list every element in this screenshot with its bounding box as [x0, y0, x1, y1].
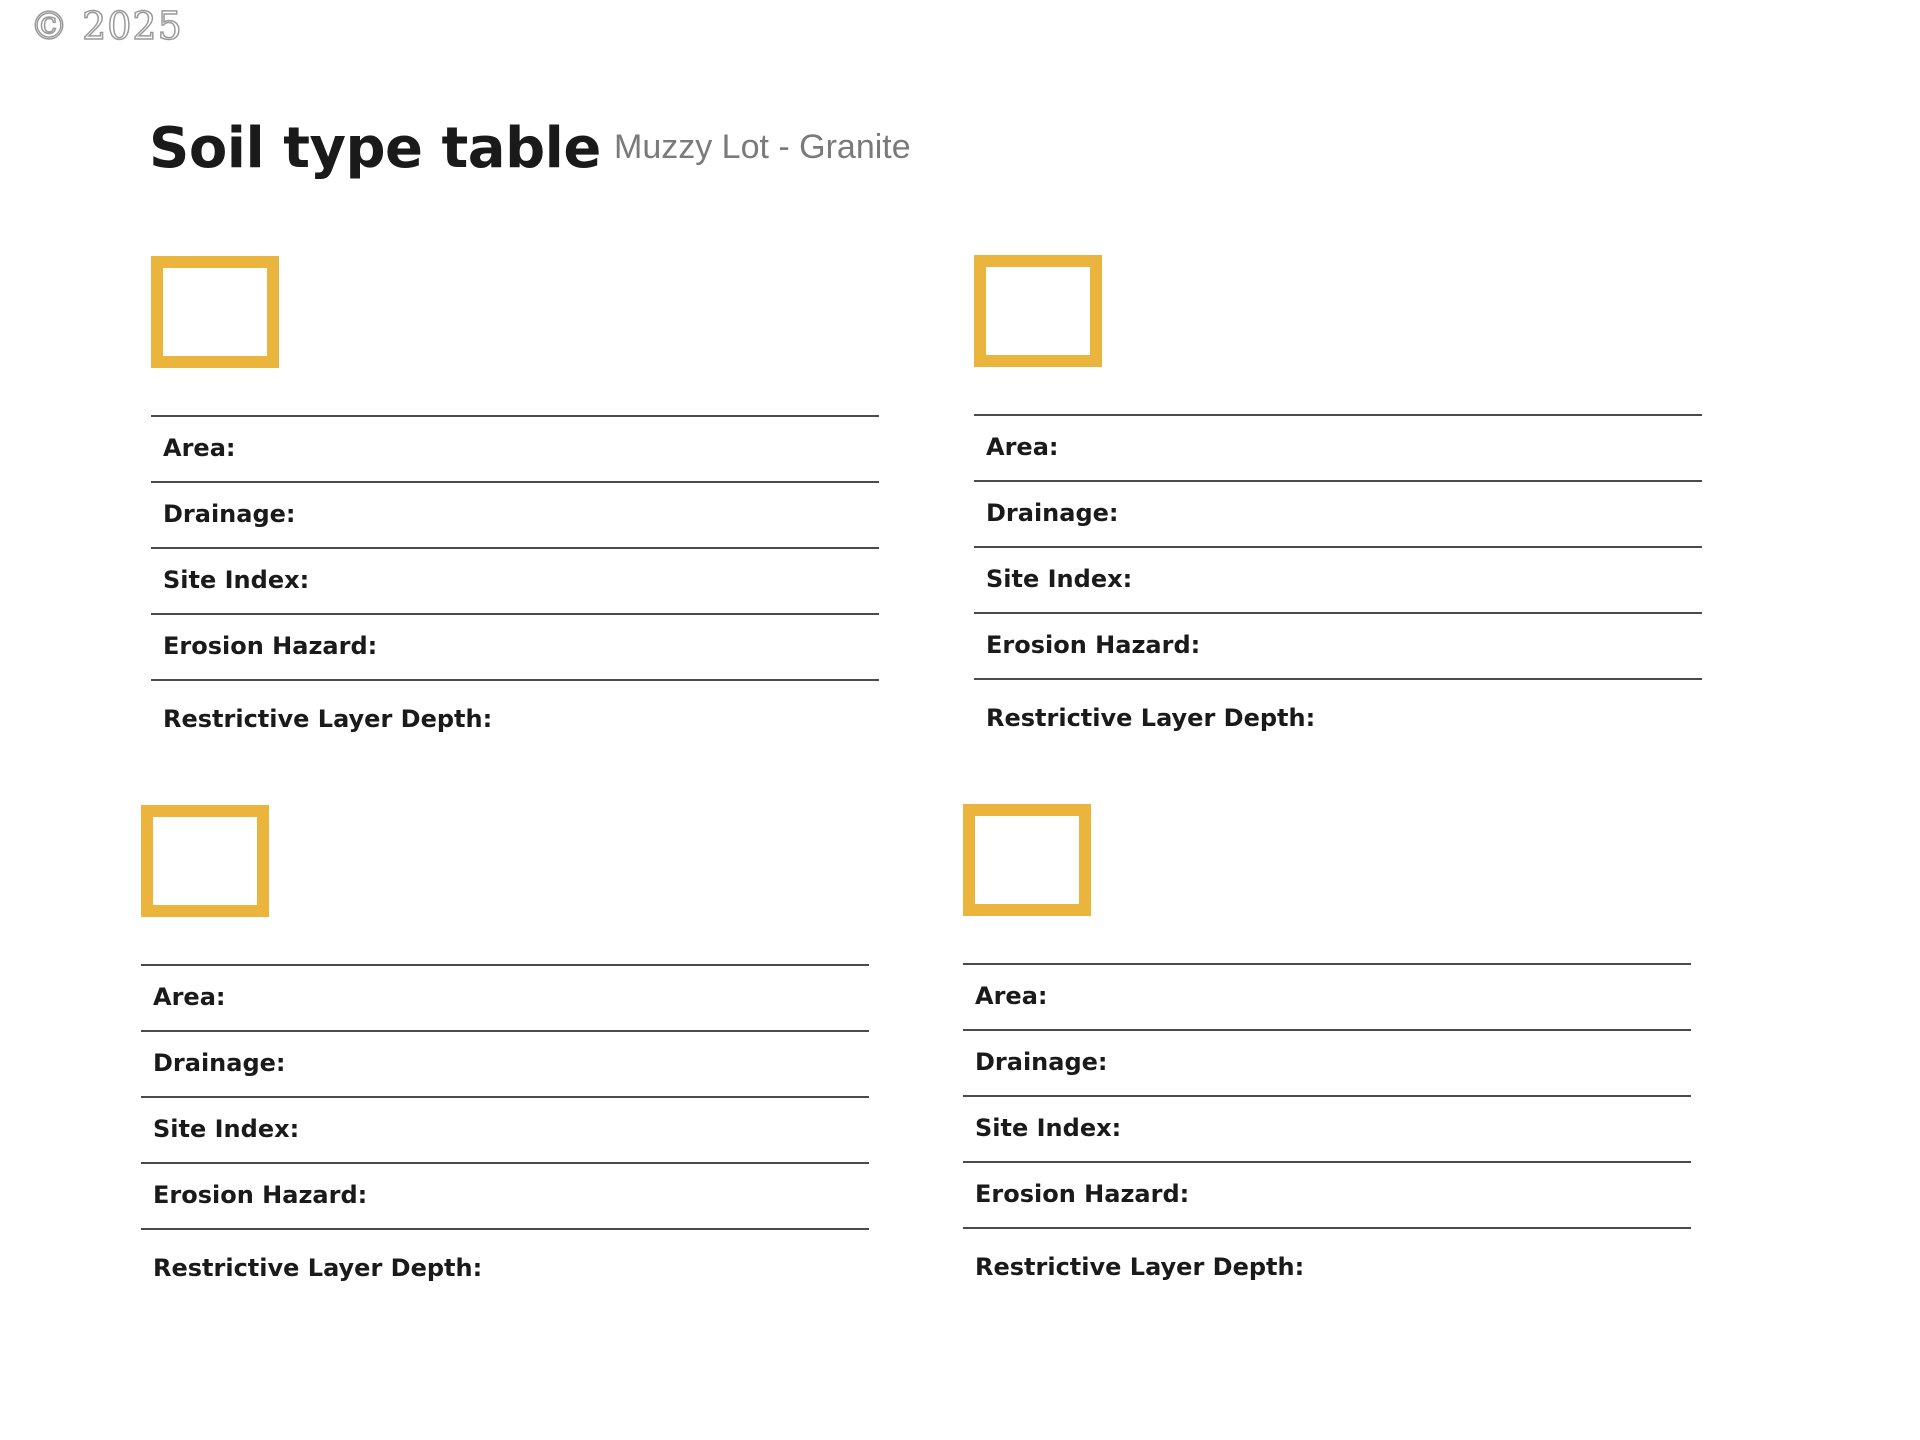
restrictive-layer-depth-label: Restrictive Layer Depth: [153, 1254, 483, 1282]
erosion-hazard-row [974, 612, 1702, 678]
drainage-row [141, 1030, 869, 1096]
erosion-hazard-row [141, 1162, 869, 1228]
erosion-hazard-label: Erosion Hazard: [163, 632, 378, 660]
area-row [141, 964, 869, 1030]
soil-type-checkbox[interactable] [963, 804, 1091, 916]
site-index-row [974, 546, 1702, 612]
site-index-row [141, 1096, 869, 1162]
drainage-row [963, 1029, 1691, 1095]
area-label: Area: [153, 983, 226, 1011]
copyright-watermark: © 2025 [30, 4, 183, 48]
restrictive-layer-depth-row [151, 679, 879, 749]
erosion-hazard-row [963, 1161, 1691, 1227]
restrictive-layer-depth-label: Restrictive Layer Depth: [163, 705, 493, 733]
soil-type-checkbox[interactable] [151, 256, 279, 368]
site-index-row [963, 1095, 1691, 1161]
drainage-row [151, 481, 879, 547]
erosion-hazard-label: Erosion Hazard: [986, 631, 1201, 659]
area-label: Area: [986, 433, 1059, 461]
erosion-hazard-label: Erosion Hazard: [975, 1180, 1190, 1208]
soil-type-checkbox[interactable] [974, 255, 1102, 367]
area-row [151, 415, 879, 481]
page-subtitle: Muzzy Lot - Granite [614, 128, 911, 166]
soil-type-checkbox[interactable] [141, 805, 269, 917]
restrictive-layer-depth-row [141, 1228, 869, 1298]
soil-properties-list [963, 963, 1691, 1297]
drainage-label: Drainage: [163, 500, 296, 528]
soil-properties-list [974, 414, 1702, 748]
drainage-label: Drainage: [986, 499, 1119, 527]
drainage-row [974, 480, 1702, 546]
site-index-row [151, 547, 879, 613]
site-index-label: Site Index: [986, 565, 1133, 593]
drainage-label: Drainage: [975, 1048, 1108, 1076]
site-index-label: Site Index: [153, 1115, 300, 1143]
soil-properties-list [151, 415, 879, 749]
area-row [974, 414, 1702, 480]
site-index-label: Site Index: [163, 566, 310, 594]
soil-properties-list [141, 964, 869, 1298]
page-title: Soil type table [149, 116, 601, 181]
area-label: Area: [163, 434, 236, 462]
restrictive-layer-depth-row [963, 1227, 1691, 1297]
drainage-label: Drainage: [153, 1049, 286, 1077]
restrictive-layer-depth-label: Restrictive Layer Depth: [975, 1253, 1305, 1281]
restrictive-layer-depth-label: Restrictive Layer Depth: [986, 704, 1316, 732]
restrictive-layer-depth-row [974, 678, 1702, 748]
area-row [963, 963, 1691, 1029]
erosion-hazard-row [151, 613, 879, 679]
erosion-hazard-label: Erosion Hazard: [153, 1181, 368, 1209]
area-label: Area: [975, 982, 1048, 1010]
site-index-label: Site Index: [975, 1114, 1122, 1142]
